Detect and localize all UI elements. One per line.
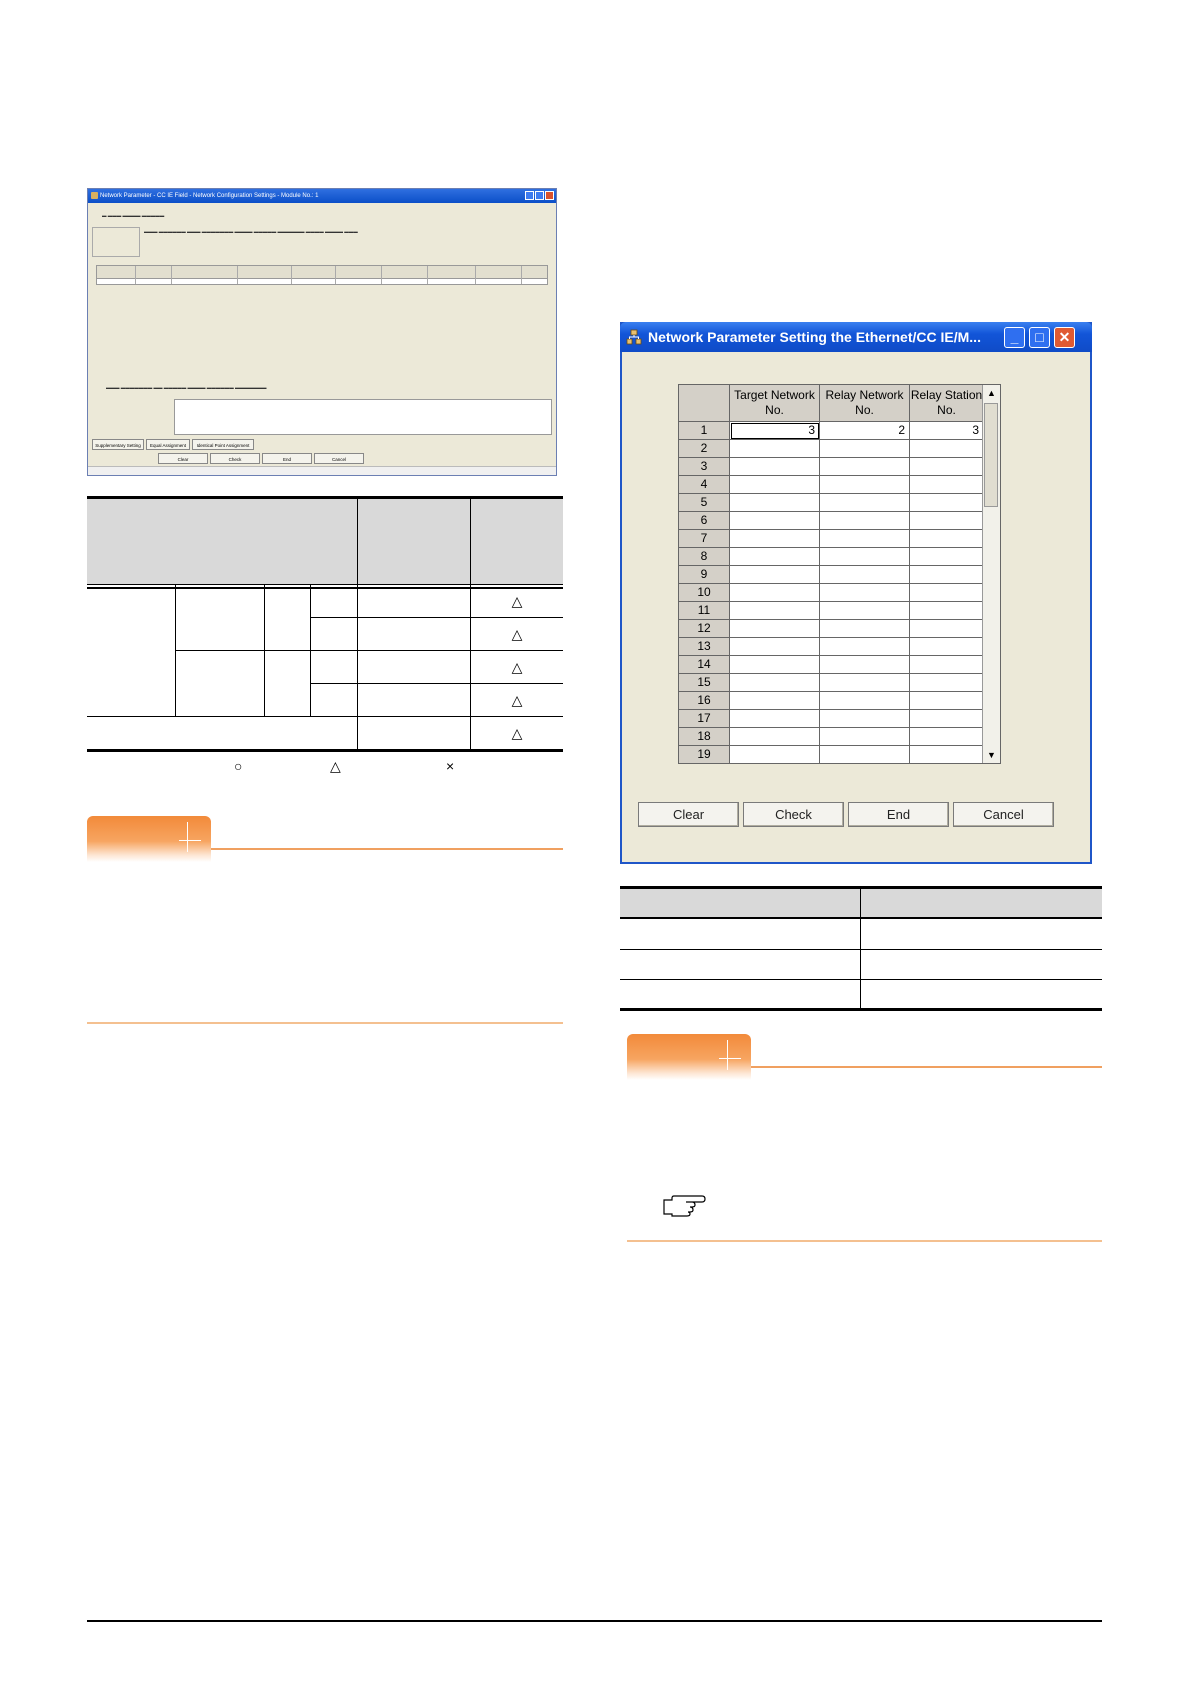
table-cell <box>175 651 264 717</box>
right-settings-table <box>620 886 1102 1014</box>
left-screenshot-tab-equal[interactable]: Equal Assignment <box>146 439 190 450</box>
point-end-rule-right <box>627 1240 1102 1242</box>
left-screenshot-comment-box <box>174 399 552 435</box>
target-network-cell[interactable] <box>730 620 820 638</box>
grid-vertical-scrollbar[interactable] <box>982 385 1000 763</box>
relay-network-cell[interactable] <box>820 602 910 620</box>
relay-network-cell[interactable] <box>820 476 910 494</box>
left-screenshot-title: Network Parameter - CC IE Field - Network Configuration Settings - Module No.: 1 <box>100 193 319 199</box>
cancel-button[interactable]: Cancel <box>953 802 1054 827</box>
relay-network-cell[interactable] <box>820 566 910 584</box>
relay-station-cell[interactable] <box>910 710 984 728</box>
left-screenshot-cancel-button[interactable]: Cancel <box>314 453 364 464</box>
relay-network-cell[interactable] <box>820 584 910 602</box>
target-network-cell[interactable] <box>730 638 820 656</box>
point-tab-left <box>87 816 211 862</box>
relay-network-cell[interactable] <box>820 692 910 710</box>
check-button[interactable]: Check <box>743 802 844 827</box>
triangle-symbol: △ <box>511 691 523 708</box>
relay-station-cell[interactable] <box>910 746 984 764</box>
table-header-row <box>620 889 1102 917</box>
relay-network-cell[interactable] <box>820 548 910 566</box>
scroll-up-icon[interactable]: ▲ <box>987 388 996 398</box>
table-cell <box>358 717 471 750</box>
relay-station-cell[interactable] <box>910 602 984 620</box>
pointing-hand-icon <box>662 1194 706 1218</box>
relay-station-cell[interactable] <box>910 638 984 656</box>
row-number: 2 <box>679 440 730 458</box>
target-network-cell[interactable] <box>730 512 820 530</box>
table-cell <box>471 585 563 618</box>
relay-network-cell[interactable] <box>820 494 910 512</box>
relay-station-cell[interactable]: 3 <box>910 422 984 440</box>
target-network-cell[interactable] <box>730 746 820 764</box>
left-screenshot-hscrollbar[interactable] <box>88 466 556 475</box>
relay-station-cell[interactable] <box>910 620 984 638</box>
table-cell <box>87 585 175 717</box>
left-screenshot-tab-identical[interactable]: Identical Point Assignment <box>192 439 254 450</box>
point-rule-right <box>751 1066 1102 1068</box>
relay-station-cell[interactable] <box>910 584 984 602</box>
table-cell <box>471 684 563 717</box>
scroll-down-icon[interactable]: ▼ <box>987 750 996 760</box>
relay-network-cell[interactable] <box>820 638 910 656</box>
relay-station-cell[interactable] <box>910 494 984 512</box>
left-screenshot-tab-supplementary[interactable]: Supplementary Setting <box>92 439 144 450</box>
point-rule-left <box>211 848 563 850</box>
relay-station-cell[interactable] <box>910 440 984 458</box>
minimize-icon[interactable]: _ <box>1004 327 1025 348</box>
row-number: 10 <box>679 584 730 602</box>
end-button[interactable]: End <box>848 802 949 827</box>
row-number: 18 <box>679 728 730 746</box>
table-cell <box>311 651 358 684</box>
table-header-cell <box>87 496 358 585</box>
column-header-target-network: Target Network No. <box>730 385 820 422</box>
row-number: 17 <box>679 710 730 728</box>
target-network-cell[interactable] <box>730 530 820 548</box>
table-cell <box>264 651 311 717</box>
row-number: 12 <box>679 620 730 638</box>
table-header-rule <box>620 917 1102 919</box>
row-number: 8 <box>679 548 730 566</box>
relay-network-cell[interactable] <box>820 530 910 548</box>
row-number: 3 <box>679 458 730 476</box>
grid-corner-header <box>679 385 730 422</box>
table-row-rule <box>620 979 1102 980</box>
relay-station-cell[interactable] <box>910 458 984 476</box>
row-number: 11 <box>679 602 730 620</box>
table-cell <box>311 684 358 717</box>
table-column-divider <box>860 889 861 1011</box>
row-number: 6 <box>679 512 730 530</box>
minimize-icon[interactable] <box>525 191 534 200</box>
routing-grid <box>678 384 1001 764</box>
relay-network-cell[interactable] <box>820 674 910 692</box>
table-cell <box>264 585 311 651</box>
table-cell <box>358 585 471 618</box>
row-number: 16 <box>679 692 730 710</box>
maximize-icon[interactable]: □ <box>1029 327 1050 348</box>
relay-station-cell[interactable] <box>910 530 984 548</box>
row-number: 5 <box>679 494 730 512</box>
table-bottom-rule <box>87 749 563 752</box>
relay-network-cell[interactable] <box>820 512 910 530</box>
table-cell <box>471 717 563 750</box>
table-cell <box>358 618 471 651</box>
target-network-cell[interactable] <box>730 674 820 692</box>
table-header-cell <box>471 496 563 585</box>
table-header-cell <box>358 496 471 585</box>
point-tab-right <box>627 1034 751 1080</box>
target-network-cell[interactable] <box>730 692 820 710</box>
relay-station-cell[interactable] <box>910 674 984 692</box>
table-cell <box>358 684 471 717</box>
clear-button[interactable]: Clear <box>638 802 739 827</box>
table-header-rule <box>87 587 563 589</box>
table-row-rule <box>620 949 1102 950</box>
target-network-cell[interactable] <box>730 458 820 476</box>
column-header-relay-network: Relay Network No. <box>820 385 910 422</box>
relay-station-cell[interactable] <box>910 728 984 746</box>
table-cell <box>87 717 358 750</box>
legend-cross: × <box>446 758 455 774</box>
table-cell <box>311 585 358 618</box>
target-network-cell[interactable]: 3 <box>730 422 820 440</box>
target-network-cell[interactable] <box>730 476 820 494</box>
relay-network-cell[interactable]: 2 <box>820 422 910 440</box>
network-app-icon <box>626 329 642 345</box>
table-cell <box>311 618 358 651</box>
relay-station-cell[interactable] <box>910 566 984 584</box>
left-screenshot-option-group <box>92 227 140 257</box>
left-comparison-table <box>87 496 563 750</box>
target-network-cell[interactable] <box>730 584 820 602</box>
relay-network-cell[interactable] <box>820 746 910 764</box>
relay-network-cell[interactable] <box>820 728 910 746</box>
left-screenshot-window <box>87 188 557 476</box>
target-network-cell[interactable] <box>730 494 820 512</box>
target-network-cell[interactable] <box>730 548 820 566</box>
row-number: 4 <box>679 476 730 494</box>
triangle-symbol: △ <box>511 592 523 609</box>
legend-circle: ○ <box>234 758 243 774</box>
relay-network-cell[interactable] <box>820 656 910 674</box>
relay-network-cell[interactable] <box>820 710 910 728</box>
row-number: 1 <box>679 422 730 440</box>
network-app-icon <box>91 192 98 199</box>
target-network-cell[interactable] <box>730 728 820 746</box>
left-screenshot-note: ▬▬▬ ▬▬▬▬▬▬▬ ▬▬ ▬▬▬▬▬ ▬▬▬▬ ▬▬▬▬▬▬ ▬▬▬▬▬▬▬ <box>106 385 267 390</box>
network-parameter-dialog <box>620 322 1092 864</box>
row-number: 13 <box>679 638 730 656</box>
relay-network-cell[interactable] <box>820 440 910 458</box>
left-screenshot-caption-1: ▬ ▬▬▬ ▬▬▬▬ ▬▬▬▬▬ <box>102 213 165 218</box>
left-screenshot-end-button[interactable]: End <box>262 453 312 464</box>
triangle-symbol: △ <box>511 724 523 741</box>
legend-triangle: △ <box>330 758 341 774</box>
column-header-relay-station: Relay Station No. <box>910 385 984 422</box>
relay-station-cell[interactable] <box>910 656 984 674</box>
scroll-thumb[interactable] <box>984 403 998 507</box>
relay-station-cell[interactable] <box>910 476 984 494</box>
target-network-cell[interactable] <box>730 710 820 728</box>
maximize-icon[interactable] <box>535 191 544 200</box>
relay-station-cell[interactable] <box>910 512 984 530</box>
target-network-cell[interactable] <box>730 602 820 620</box>
left-screenshot-check-button[interactable]: Check <box>210 453 260 464</box>
page-footer-rule <box>87 1620 1102 1622</box>
left-screenshot-titlebar <box>88 189 556 203</box>
relay-station-cell[interactable] <box>910 548 984 566</box>
triangle-symbol: △ <box>511 625 523 642</box>
target-network-cell[interactable] <box>730 566 820 584</box>
row-number: 15 <box>679 674 730 692</box>
relay-station-cell[interactable] <box>910 692 984 710</box>
table-top-rule <box>87 496 563 499</box>
dialog-title: Network Parameter Setting the Ethernet/CC IE/M... <box>648 329 981 345</box>
close-icon[interactable] <box>545 191 554 200</box>
table-bottom-rule <box>620 1008 1102 1011</box>
row-number: 14 <box>679 656 730 674</box>
point-end-rule-left <box>87 1022 563 1024</box>
left-screenshot-clear-button[interactable]: Clear <box>158 453 208 464</box>
row-number: 7 <box>679 530 730 548</box>
target-network-cell[interactable] <box>730 656 820 674</box>
target-network-cell[interactable] <box>730 440 820 458</box>
row-number: 9 <box>679 566 730 584</box>
close-icon[interactable]: ✕ <box>1054 327 1075 348</box>
left-screenshot-hint: ▬▬▬ ▬▬▬▬▬▬ ▬▬▬ ▬▬▬▬▬▬▬ ▬▬▬▬ ▬▬▬▬▬ ▬▬▬▬▬▬ ▬▬▬▬ ▬▬▬▬ ▬▬▬ <box>144 229 358 234</box>
table-cell <box>471 651 563 684</box>
triangle-symbol: △ <box>511 658 523 675</box>
table-cell <box>358 651 471 684</box>
left-screenshot-window-controls <box>525 191 554 200</box>
table-cell <box>471 618 563 651</box>
relay-network-cell[interactable] <box>820 458 910 476</box>
dialog-titlebar <box>620 322 1092 352</box>
table-cell <box>175 585 264 651</box>
row-number: 19 <box>679 746 730 764</box>
relay-network-cell[interactable] <box>820 620 910 638</box>
left-screenshot-grid <box>96 265 548 285</box>
